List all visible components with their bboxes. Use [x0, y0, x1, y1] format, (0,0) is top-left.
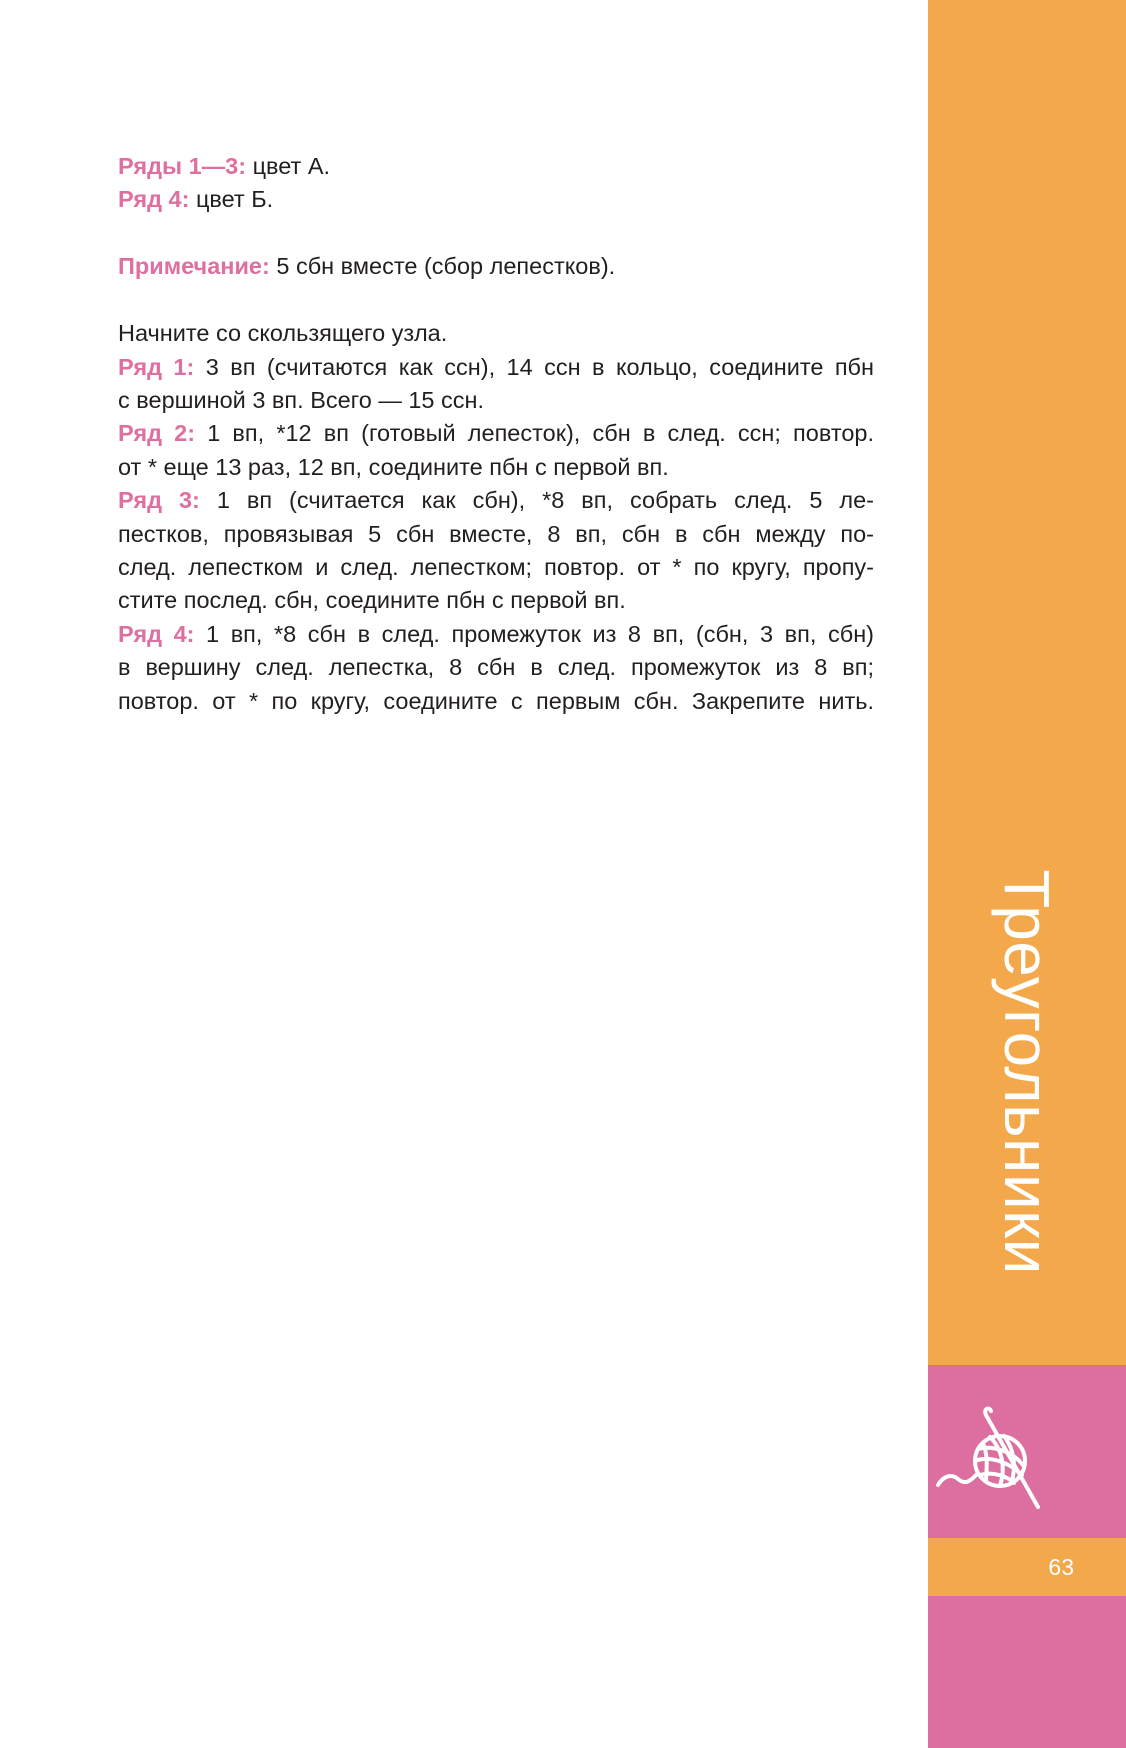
row-2-line-1: Ряд 2: 1 вп, *12 вп (готовый лепесток), сбн в след. ссн; повтор. [118, 420, 874, 447]
row-1-line-2: с вершиной 3 вп. Всего — 15 ссн. [118, 387, 485, 414]
yarn-ball-crochet-hook-icon [934, 1395, 1054, 1515]
legend-text: цвет Б. [189, 186, 274, 213]
note-text: 5 сбн вместе (сбор лепестков). [269, 252, 616, 279]
legend-rows-1-3 [118, 150, 874, 183]
note-label: Примечание: [118, 252, 270, 279]
row-2-label: Ряд 2: [118, 420, 196, 447]
row-4-line-1: Ряд 4: 1 вп, *8 сбн в след. промежуток из 8 вп, (сбн, 3 вп, сбн) [118, 620, 874, 647]
sidebar-bottom-panel [928, 1596, 1126, 1748]
row-4-line-2: в вершину след. лепестка, 8 сбн в след. промежуток из 8 вп; [118, 654, 874, 681]
legend-label: Ряд 4: [118, 186, 190, 213]
row-1-label: Ряд 1: [118, 353, 195, 380]
legend-label: Ряды 1—3: [118, 153, 247, 179]
row-1-line-1: Ряд 1: 3 вп (считаются как ссн), 14 ссн в кольцо, соедините пбн [118, 353, 874, 380]
page-number: 63 [1048, 1554, 1074, 1580]
note [118, 250, 874, 283]
legend-text: цвет А. [246, 153, 331, 179]
legend-row-4 [118, 183, 874, 216]
row-3-line-4: стите послед. сбн, соедините пбн с первой вп. [118, 587, 626, 614]
section-title: Треугольники [991, 869, 1063, 1275]
pattern-instructions [118, 150, 874, 718]
row-3-line-3: след. лепестком и след. лепестком; повтор. от * по кругу, пропу- [118, 554, 874, 581]
row-4-label: Ряд 4: [118, 620, 195, 647]
row-3-label: Ряд 3: [118, 487, 200, 514]
row-4-line-3: повтор. от * по кругу, соедините с первым сбн. Закрепите нить. [118, 687, 874, 714]
row-3-line-2: пестков, провязывая 5 сбн вместе, 8 вп, сбн в сбн между по- [118, 520, 874, 547]
intro-line: Начните со скользящего узла. [118, 320, 448, 347]
row-2-line-2: от * еще 13 раз, 12 вп, соедините пбн с первой вп. [118, 453, 669, 480]
row-3-line-1: Ряд 3: 1 вп (считается как сбн), *8 вп, собрать след. 5 ле- [118, 487, 874, 514]
